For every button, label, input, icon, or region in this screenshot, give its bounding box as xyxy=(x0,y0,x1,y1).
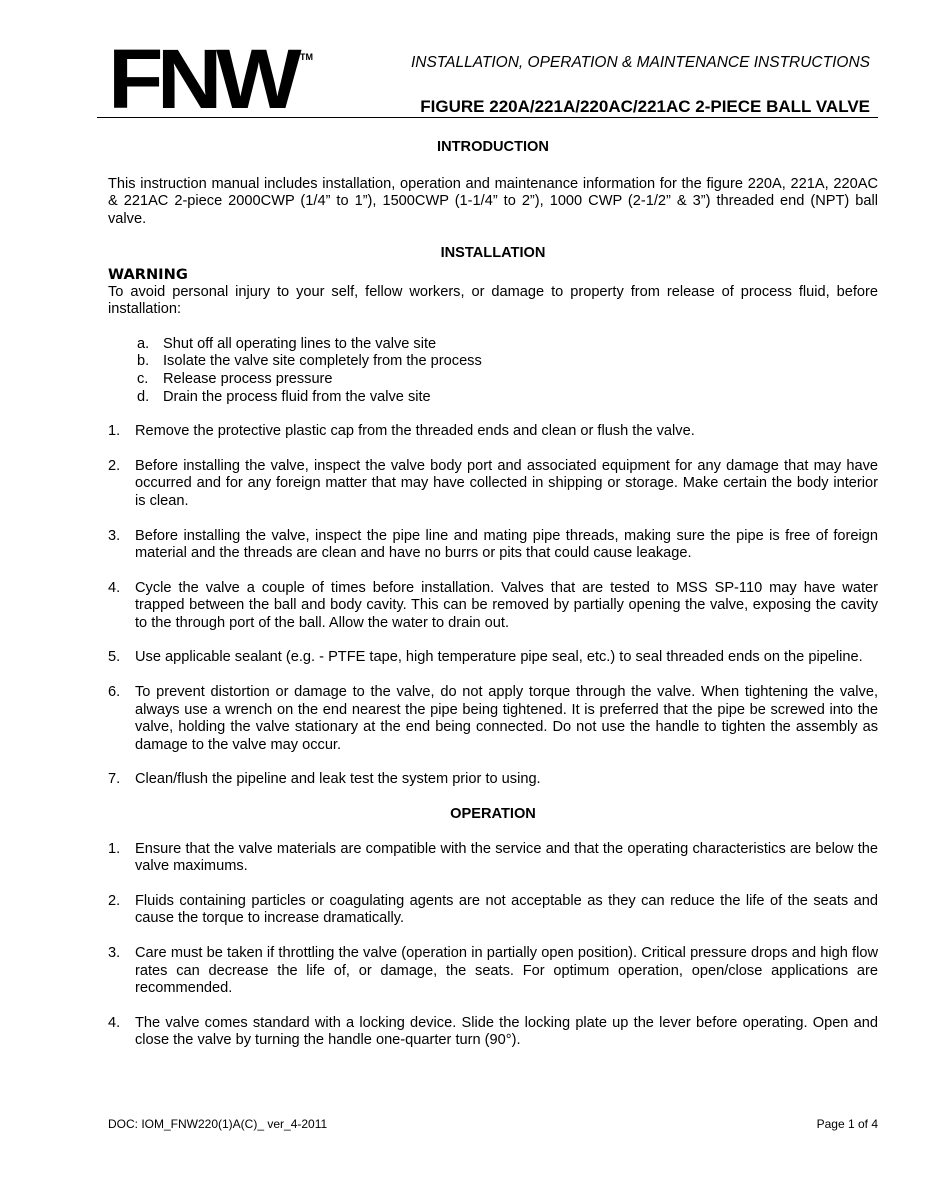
list-item: d. Drain the process fluid from the valve site xyxy=(137,388,431,405)
list-item: 4. The valve comes standard with a locking device. Slide the locking plate up the lever before operating. Open and close the valve by turning the handle one-quarter turn (90°). xyxy=(108,1014,878,1049)
page-number: Page 1 of 4 xyxy=(816,1117,878,1131)
introduction-text: This instruction manual includes installation, operation and maintenance information for the figure 220A, 221A, 220AC & 221AC 2-piece 2000CWP (1/4” to 1”), 1500CWP (1-1/4” to 2”), 1000 CWP (2-1/2” & 3”) threaded end (NPT) ball valve. xyxy=(108,175,878,227)
list-item: 2. Fluids containing particles or coagulating agents are not acceptable as they can reduce the life of the seats and cause the torque to increase dramatically. xyxy=(108,892,878,927)
list-item: 3. Care must be taken if throttling the valve (operation in partially open position). Critical pressure drops and high flow rates can decrease the life of, or damage, the seats. For optimum operation, open/close applications are recommended. xyxy=(108,945,878,997)
list-item: 6. To prevent distortion or damage to the valve, do not apply torque through the valve. When tightening the valve, always use a wrench on the end nearest the pipe being tightened. It is preferred that the pipe be screwed into the valve, holding the valve stationary at the end being connected. Do not use the handle to tighten the assembly as damage to the valve may occur. xyxy=(108,684,878,753)
header-rule xyxy=(97,117,878,118)
trademark-symbol: TM xyxy=(300,52,313,62)
list-item: 1. Remove the protective plastic cap from the threaded ends and clean or flush the valve. xyxy=(108,423,695,440)
list-item: 3. Before installing the valve, inspect the pipe line and mating pipe threads, making sure the pipe is free of foreign material and the threads are clean and have no burrs or pits that could cause leakage. xyxy=(108,527,878,562)
fnw-logo: FNW xyxy=(108,32,296,126)
operation-steps xyxy=(108,841,878,1050)
list-item: a. Shut off all operating lines to the valve site xyxy=(137,335,437,352)
document-id: DOC: IOM_FNW220(1)A(C)_ ver_4-2011 xyxy=(108,1117,328,1131)
list-item: 2. Before installing the valve, inspect the valve body port and associated equipment for any damage that may have occurred and for any foreign matter that may have collected in shipping or storage. Make certain the body interior is clean. xyxy=(108,457,878,509)
warning-text: To avoid personal injury to your self, fellow workers, or damage to property from release of process fluid, before installation: xyxy=(108,283,878,318)
list-item: c. Release process pressure xyxy=(137,370,333,387)
list-item: 4. Cycle the valve a couple of times before installation. Valves that are tested to MSS SP-110 may have water trapped between the ball and body cavity. This can be removed by partially opening the valve, exposing the cavity to the through port of the ball. Allow the water to drain out. xyxy=(108,579,878,631)
pre-install-list xyxy=(108,336,878,406)
list-item: 1. Ensure that the valve materials are compatible with the service and that the operating characteristics are below the valve maximums. xyxy=(108,840,878,875)
introduction-heading: INTRODUCTION xyxy=(437,139,549,155)
list-item: 7. Clean/flush the pipeline and leak test the system prior to using. xyxy=(108,771,541,788)
operation-heading: OPERATION xyxy=(450,806,536,823)
installation-steps xyxy=(108,423,878,789)
header-subtitle: INSTALLATION, OPERATION & MAINTENANCE INSTRUCTIONS xyxy=(410,54,870,71)
list-item: b. Isolate the valve site completely from the process xyxy=(137,353,482,370)
document-body xyxy=(108,139,878,1050)
installation-heading: INSTALLATION xyxy=(440,245,546,262)
list-item: 5. Use applicable sealant (e.g. - PTFE tape, high temperature pipe seal, etc.) to seal threaded ends on the pipeline. xyxy=(108,649,863,666)
warning-label: WARNING xyxy=(108,265,188,283)
header-title: FIGURE 220A/221A/220AC/221AC 2-PIECE BALL VALVE xyxy=(420,97,870,116)
